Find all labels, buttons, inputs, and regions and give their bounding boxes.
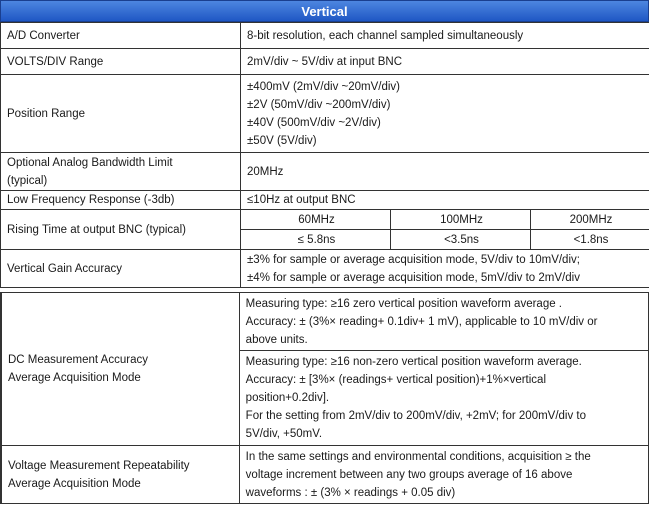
row-label: Vertical Gain Accuracy xyxy=(1,250,241,288)
value-line: ±3% for sample or average acquisition mode, 5V/div to 10mV/div; xyxy=(247,253,580,266)
table-row xyxy=(1,191,649,210)
value-line: above units. xyxy=(245,333,308,346)
row-value: ≤10Hz at output BNC xyxy=(241,191,649,210)
value-line: Measuring type: ≥16 zero vertical position waveform average . xyxy=(245,297,562,310)
rise-time-value: <1.8ns xyxy=(531,230,649,250)
value-line: For the setting from 2mV/div to 200mV/div, +2mV; for 200mV/div to xyxy=(245,410,587,422)
row-label xyxy=(1,153,241,191)
table-row xyxy=(1,293,649,351)
value-line: ±50V (5V/div) xyxy=(247,134,317,147)
row-label: VOLTS/DIV Range xyxy=(1,49,241,75)
value-line: voltage increment between any two groups average of 16 above xyxy=(245,468,573,481)
value-line: 5V/div, +50mV. xyxy=(245,428,323,440)
row-label xyxy=(1,293,239,446)
value-line: Measuring type: ≥16 non-zero vertical position waveform average. xyxy=(245,356,582,368)
section-title: Vertical xyxy=(0,0,649,22)
label-line: DC Measurement Accuracy xyxy=(8,354,148,366)
value-line: ±2V (50mV/div ~200mV/div) xyxy=(247,98,391,111)
value-line: ±40V (500mV/div ~2V/div) xyxy=(247,116,381,129)
row-label: Rising Time at output BNC (typical) xyxy=(1,210,241,250)
row-value xyxy=(239,351,648,446)
row-label: A/D Converter xyxy=(1,23,241,49)
bandwidth-header: 200MHz xyxy=(531,210,649,230)
table-row xyxy=(1,210,649,230)
row-value: 20MHz xyxy=(241,153,649,191)
value-line: ±4% for sample or average acquisition mode, 5mV/div to 2mV/div xyxy=(247,271,580,284)
row-value: 2mV/div ~ 5V/div at input BNC xyxy=(241,49,649,75)
row-label: Low Frequency Response (-3db) xyxy=(1,191,241,210)
bandwidth-header: 60MHz xyxy=(241,210,391,230)
row-label: Position Range xyxy=(1,75,241,153)
value-line: position+0.2div]. xyxy=(245,392,330,404)
spec-table-bottom xyxy=(0,292,649,504)
table-row xyxy=(1,250,649,288)
value-line: In the same settings and environmental conditions, acquisition ≥ the xyxy=(245,450,591,463)
label-line: Average Acquisition Mode xyxy=(8,372,141,384)
table-row xyxy=(1,446,649,504)
value-line: waveforms : ± (3% × readings + 0.05 div) xyxy=(245,486,456,499)
rise-time-value: ≤ 5.8ns xyxy=(241,230,391,250)
rise-time-value: <3.5ns xyxy=(391,230,531,250)
row-value xyxy=(241,75,649,153)
row-value: 8-bit resolution, each channel sampled simultaneously xyxy=(241,23,649,49)
row-label xyxy=(1,446,239,504)
label-line: Optional Analog Bandwidth Limit xyxy=(7,156,173,169)
spec-table-top xyxy=(0,22,649,288)
table-row xyxy=(1,153,649,191)
bandwidth-header: 100MHz xyxy=(391,210,531,230)
value-line: Accuracy: ± [3%× (readings+ vertical position)+1%×vertical xyxy=(245,374,547,386)
table-row xyxy=(1,23,649,49)
value-line: Accuracy: ± (3%× reading+ 0.1div+ 1 mV), applicable to 10 mV/div or xyxy=(245,315,598,328)
label-line: (typical) xyxy=(7,174,48,187)
value-line: ±400mV (2mV/div ~20mV/div) xyxy=(247,80,400,93)
table-row xyxy=(1,75,649,153)
label-line: Average Acquisition Mode xyxy=(8,477,141,490)
row-value xyxy=(239,446,648,504)
table-row xyxy=(1,49,649,75)
label-line: Voltage Measurement Repeatability xyxy=(8,459,190,472)
row-value xyxy=(241,250,649,288)
row-value xyxy=(239,293,648,351)
